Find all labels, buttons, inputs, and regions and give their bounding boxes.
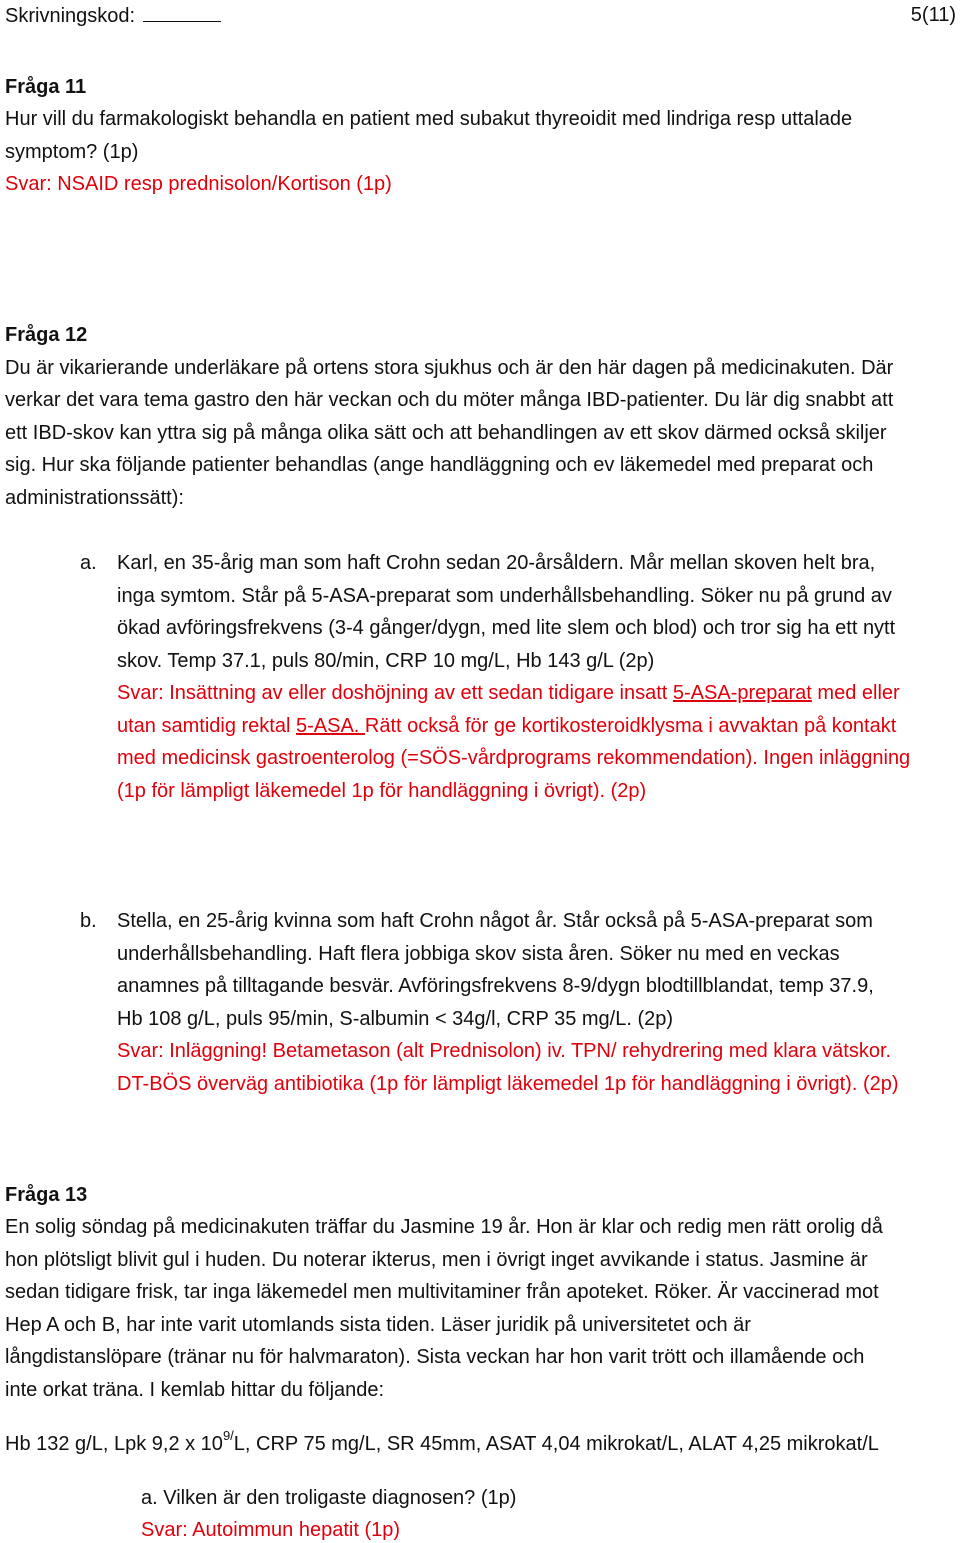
case-a-answer-line: (1p för lämpligt läkemedel 1p för handläggning i övrigt). (2p) [117,780,647,802]
question-13-text-line: En solig söndag på medicinakuten träffar du Jasmine 19 år. Hon är klar och redig men rätt orolig då [5,1216,883,1238]
question-11-title: Fråga 11 [5,76,87,98]
exam-code-blank[interactable] [143,3,221,22]
question-12-title: Fråga 12 [5,324,88,346]
case-a-answer-line: Svar: Insättning av eller doshöjning av ett sedan tidigare insatt 5-ASA-preparat med eller [117,682,900,704]
case-a-answer-line: utan samtidig rektal 5-ASA. Rätt också för ge kortikosteroidklysma i avvaktan på kontakt [117,715,897,737]
question-12-text-line: Du är vikarierande underläkare på ortens stora sjukhus och är den här dagen på medicinakuten. Där [5,357,894,379]
question-13-text-line: långdistanslöpare (tränar nu för halvmaraton). Sista veckan har hon varit trött och illamående och [5,1346,865,1368]
case-b-answer-line: Svar: Inläggning! Betametason (alt Prednisolon) iv. TPN/ rehydrering med klara vätskor. [117,1040,892,1062]
question-13-text-line: Hep A och B, har inte varit utomlands sista tiden. Läser juridik på universitetet och är [5,1314,751,1336]
case-a-text-line: inga symtom. Står på 5-ASA-preparat som underhållsbehandling. Söker nu på grund av [117,585,892,607]
page-number: 5(11) [910,4,956,26]
question-12-text-line: administrationssätt): [5,487,184,509]
case-b-text-line: anamnes på tilltagande besvär. Avföringsfrekvens 8-9/dygn blodtillblandat, temp 37.9, [117,975,874,997]
exam-code-label: Skrivningskod: [5,3,221,28]
case-b-answer-line: DT-BÖS överväg antibiotika (1p för lämpligt läkemedel 1p för handläggning i övrigt). (2p) [117,1073,899,1095]
question-13-text-line: inte orkat träna. I kemlab hittar du följande: [5,1379,385,1401]
question-11-text-line: Hur vill du farmakologiskt behandla en patient med subakut thyreoidit med lindriga resp uttalade [5,108,853,130]
exponent: 9/ [222,1428,234,1444]
question-13-text-line: sedan tidigare frisk, tar inga läkemedel men multivitaminer från apoteket. Röker. Är vaccinerad mot [5,1281,879,1303]
question-13-title: Fråga 13 [5,1184,88,1206]
case-b-text-line: Stella, en 25-årig kvinna som haft Crohn något år. Står också på 5-ASA-preparat som [117,910,873,932]
question-13a-answer: Svar: Autoimmun hepatit (1p) [141,1519,401,1541]
case-a-text-line: Karl, en 35-årig man som haft Crohn sedan 20-årsåldern. Mår mellan skoven helt bra, [117,552,876,574]
question-13-text-line: hon plötsligt blivit gul i huden. Du noterar ikterus, men i övrigt inget avvikande i status. Jasmine är [5,1249,868,1271]
question-12-text-line: ett IBD-skov kan yttra sig på många olika sätt och att behandlingen av ett skov därmed också skiljer [5,422,887,444]
case-a-answer-line: med medicinsk gastroenterolog (=SÖS-vårdprograms rekommendation). Ingen inläggning [117,747,911,769]
lab-results: Hb 132 g/L, Lpk 9,2 x $10^{9/}L$, CRP 75 mg/L, SR 45mm, ASAT 4,04 mikrokat/L, ALAT 4,25 mikrokat/L [5,1428,879,1455]
question-13a-text: a. Vilken är den troligaste diagnosen? (1p) [141,1487,517,1509]
case-b-marker: b. [80,910,97,932]
case-a-marker: a. [80,552,97,574]
case-b-text-line: Hb 108 g/L, puls 95/min, S-albumin < 34g/l, CRP 35 mg/L. (2p) [117,1008,674,1030]
case-a-text-line: skov. Temp 37.1, puls 80/min, CRP 10 mg/L, Hb 143 g/L (2p) [117,650,655,672]
question-12-text-line: sig. Hur ska följande patienter behandlas (ange handläggning och ev läkemedel med preparat och [5,454,874,476]
case-a-text-line: ökad avföringsfrekvens (3-4 gånger/dygn, med lite slem och blod) och tror sig ha ett nytt [117,617,896,639]
question-11-text-line: symptom? (1p) [5,141,139,163]
question-11-answer: Svar: NSAID resp prednisolon/Kortison (1p) [5,173,392,195]
question-12-text-line: verkar det vara tema gastro den här veckan och du möter många IBD-patienter. Du lär dig snabbt att [5,389,894,411]
case-b-text-line: underhållsbehandling. Haft flera jobbiga skov sista åren. Söker nu med en veckas [117,943,840,965]
